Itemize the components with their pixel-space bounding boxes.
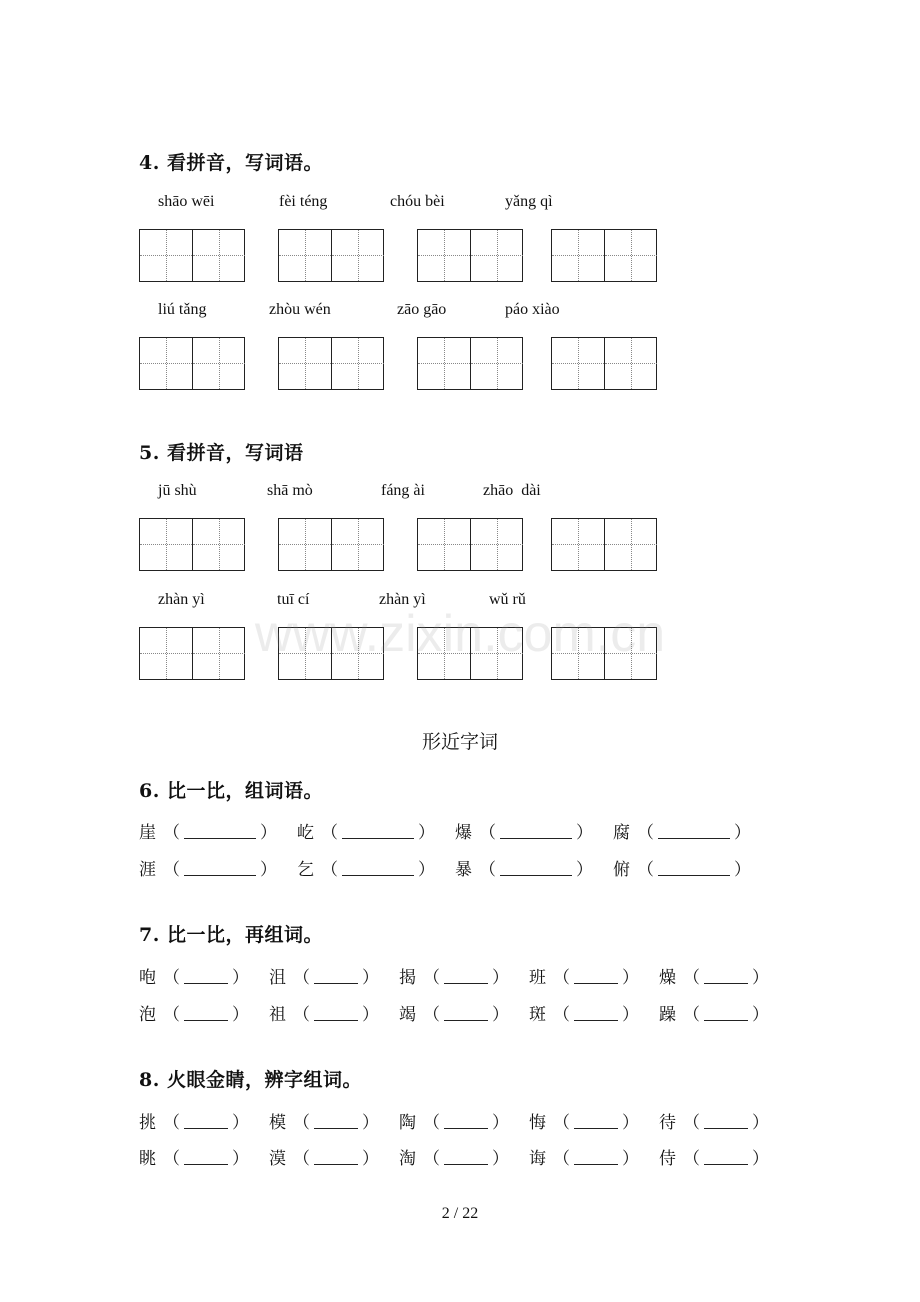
paren-open: （ xyxy=(423,1005,440,1025)
paren-close: ） xyxy=(622,1149,639,1169)
paren-open: （ xyxy=(163,823,180,843)
character: 模 xyxy=(269,1113,286,1133)
paren-close: ） xyxy=(752,1149,769,1169)
character: 暴 xyxy=(455,860,472,880)
paren-close: ） xyxy=(622,1113,639,1133)
answer-blank[interactable] xyxy=(574,1112,618,1129)
paren-open: （ xyxy=(479,823,496,843)
section-title: 形近字词 xyxy=(421,731,498,753)
paren-open: （ xyxy=(293,1005,310,1025)
character: 躁 xyxy=(659,1005,676,1025)
writing-grid-box[interactable] xyxy=(417,229,523,282)
answer-blank[interactable] xyxy=(500,822,572,839)
pinyin-label: tuī cí xyxy=(277,591,310,608)
writing-grid-box[interactable] xyxy=(417,337,523,390)
character: 漠 xyxy=(269,1149,286,1169)
writing-grid-box[interactable] xyxy=(139,229,245,282)
q5-title: 5. 看拼音，写词语 xyxy=(139,442,304,464)
paren-close: ） xyxy=(232,1149,249,1169)
q7-title: 7. 比一比，再组词。 xyxy=(139,924,323,946)
word-item xyxy=(399,1000,513,1025)
character: 竭 xyxy=(399,1005,416,1025)
writing-grid-box[interactable] xyxy=(417,518,523,571)
q6-title: 6. 比一比，组词语。 xyxy=(139,780,323,802)
pinyin-label: shā mò xyxy=(267,482,313,499)
paren-open: （ xyxy=(163,1113,180,1133)
character: 侍 xyxy=(659,1149,676,1169)
character: 腐 xyxy=(613,823,630,843)
paren-open: （ xyxy=(683,1149,700,1169)
paren-close: ） xyxy=(622,1005,639,1025)
word-item xyxy=(399,1108,513,1133)
paren-close: ） xyxy=(232,968,249,988)
writing-grid-box[interactable] xyxy=(139,337,245,390)
word-item xyxy=(139,1144,253,1169)
word-item xyxy=(529,963,643,988)
word-item xyxy=(399,963,513,988)
paren-close: ） xyxy=(576,823,593,843)
paren-close: ） xyxy=(418,860,435,880)
answer-blank[interactable] xyxy=(342,859,414,876)
paren-open: （ xyxy=(163,968,180,988)
paren-open: （ xyxy=(163,860,180,880)
character: 挑 xyxy=(139,1113,156,1133)
pinyin-label: zhāo dài xyxy=(483,482,541,499)
answer-blank[interactable] xyxy=(658,859,730,876)
writing-grid-box[interactable] xyxy=(551,518,657,571)
answer-blank[interactable] xyxy=(184,1148,228,1165)
paren-open: （ xyxy=(423,1113,440,1133)
answer-blank[interactable] xyxy=(444,1112,488,1129)
character: 涯 xyxy=(139,860,156,880)
paren-open: （ xyxy=(683,968,700,988)
answer-blank[interactable] xyxy=(314,1112,358,1129)
paren-open: （ xyxy=(683,1113,700,1133)
character: 诲 xyxy=(529,1149,546,1169)
word-item xyxy=(659,1000,773,1025)
word-item xyxy=(455,855,597,880)
character: 待 xyxy=(659,1113,676,1133)
answer-blank[interactable] xyxy=(658,822,730,839)
character: 班 xyxy=(529,968,546,988)
pinyin-label: zhàn yì xyxy=(158,591,205,608)
paren-open: （ xyxy=(321,860,338,880)
word-item xyxy=(139,1108,253,1133)
pinyin-label: liú tǎng xyxy=(158,301,207,318)
character: 眺 xyxy=(139,1149,156,1169)
answer-blank[interactable] xyxy=(184,1004,228,1021)
paren-close: ） xyxy=(492,1113,509,1133)
pinyin-label: fáng ài xyxy=(381,482,425,499)
answer-blank[interactable] xyxy=(184,822,256,839)
answer-blank[interactable] xyxy=(314,967,358,984)
word-item xyxy=(269,1144,383,1169)
word-item xyxy=(529,1144,643,1169)
pinyin-label: jū shù xyxy=(158,482,197,499)
paren-close: ） xyxy=(418,823,435,843)
character: 斑 xyxy=(529,1005,546,1025)
word-item xyxy=(269,1108,383,1133)
character: 陶 xyxy=(399,1113,416,1133)
pinyin-label: fèi téng xyxy=(279,193,328,210)
pinyin-label: yǎng qì xyxy=(505,193,553,210)
word-item xyxy=(455,818,597,843)
paren-close: ） xyxy=(734,823,751,843)
pinyin-label: chóu bèi xyxy=(390,193,445,210)
answer-blank[interactable] xyxy=(444,1148,488,1165)
paren-close: ） xyxy=(232,1005,249,1025)
watermark: www.zixin.com.cn xyxy=(254,605,666,663)
word-item xyxy=(139,963,253,988)
pinyin-label: shāo wēi xyxy=(158,193,215,210)
paren-open: （ xyxy=(683,1005,700,1025)
paren-open: （ xyxy=(321,823,338,843)
paren-open: （ xyxy=(553,1113,570,1133)
paren-open: （ xyxy=(423,1149,440,1169)
answer-blank[interactable] xyxy=(184,1112,228,1129)
paren-close: ） xyxy=(362,1005,379,1025)
answer-blank[interactable] xyxy=(184,967,228,984)
answer-blank[interactable] xyxy=(574,1004,618,1021)
answer-blank[interactable] xyxy=(704,1004,748,1021)
word-item xyxy=(269,1000,383,1025)
paren-open: （ xyxy=(423,968,440,988)
character: 祖 xyxy=(269,1005,286,1025)
paren-close: ） xyxy=(362,968,379,988)
paren-close: ） xyxy=(576,860,593,880)
paren-open: （ xyxy=(163,1005,180,1025)
writing-grid-box[interactable] xyxy=(278,518,384,571)
answer-blank[interactable] xyxy=(574,967,618,984)
word-item xyxy=(659,1108,773,1133)
writing-grid-box[interactable] xyxy=(551,229,657,282)
paren-open: （ xyxy=(479,860,496,880)
character: 悔 xyxy=(529,1113,546,1133)
pinyin-label: wǔ rǔ xyxy=(489,591,526,608)
paren-close: ） xyxy=(752,968,769,988)
word-item xyxy=(659,963,773,988)
paren-close: ） xyxy=(362,1149,379,1169)
paren-close: ） xyxy=(752,1113,769,1133)
character: 爆 xyxy=(455,823,472,843)
character: 泡 xyxy=(139,1005,156,1025)
word-item xyxy=(139,855,281,880)
answer-blank[interactable] xyxy=(314,1004,358,1021)
answer-blank[interactable] xyxy=(184,859,256,876)
paren-open: （ xyxy=(553,1149,570,1169)
paren-open: （ xyxy=(637,860,654,880)
answer-blank[interactable] xyxy=(704,967,748,984)
word-item xyxy=(139,818,281,843)
writing-grid-box[interactable] xyxy=(139,518,245,571)
writing-grid-box[interactable] xyxy=(278,229,384,282)
answer-blank[interactable] xyxy=(704,1148,748,1165)
character: 揭 xyxy=(399,968,416,988)
word-item xyxy=(613,855,755,880)
character: 乞 xyxy=(297,860,314,880)
q8-title: 8. 火眼金睛，辨字组词。 xyxy=(139,1069,362,1091)
answer-blank[interactable] xyxy=(444,967,488,984)
pinyin-label: zhòu wén xyxy=(269,301,331,318)
answer-blank[interactable] xyxy=(500,859,572,876)
pinyin-label: zāo gāo xyxy=(397,301,447,318)
word-item xyxy=(529,1108,643,1133)
answer-blank[interactable] xyxy=(704,1112,748,1129)
paren-open: （ xyxy=(293,1113,310,1133)
character: 咆 xyxy=(139,968,156,988)
word-item xyxy=(297,818,439,843)
paren-open: （ xyxy=(553,968,570,988)
character: 崖 xyxy=(139,823,156,843)
paren-open: （ xyxy=(293,1149,310,1169)
paren-close: ） xyxy=(752,1005,769,1025)
paren-close: ） xyxy=(260,860,277,880)
paren-close: ） xyxy=(734,860,751,880)
answer-blank[interactable] xyxy=(574,1148,618,1165)
word-item xyxy=(399,1144,513,1169)
word-item xyxy=(613,818,755,843)
paren-close: ） xyxy=(492,968,509,988)
q4-title: 4. 看拼音，写词语。 xyxy=(139,152,323,174)
character: 燥 xyxy=(659,968,676,988)
page-number: 2 / 22 xyxy=(441,1205,479,1222)
character: 沮 xyxy=(269,968,286,988)
word-item xyxy=(139,1000,253,1025)
character: 俯 xyxy=(613,860,630,880)
pinyin-label: zhàn yì xyxy=(379,591,426,608)
writing-grid-box[interactable] xyxy=(551,337,657,390)
paren-close: ） xyxy=(362,1113,379,1133)
paren-close: ） xyxy=(232,1113,249,1133)
paren-close: ） xyxy=(260,823,277,843)
character: 屹 xyxy=(297,823,314,843)
word-item xyxy=(659,1144,773,1169)
word-item xyxy=(269,963,383,988)
character: 淘 xyxy=(399,1149,416,1169)
paren-open: （ xyxy=(293,968,310,988)
paren-open: （ xyxy=(553,1005,570,1025)
paren-close: ） xyxy=(492,1149,509,1169)
paren-open: （ xyxy=(637,823,654,843)
answer-blank[interactable] xyxy=(314,1148,358,1165)
paren-close: ） xyxy=(622,968,639,988)
word-item xyxy=(297,855,439,880)
paren-close: ） xyxy=(492,1005,509,1025)
word-item xyxy=(529,1000,643,1025)
answer-blank[interactable] xyxy=(342,822,414,839)
paren-open: （ xyxy=(163,1149,180,1169)
answer-blank[interactable] xyxy=(444,1004,488,1021)
writing-grid-box[interactable] xyxy=(278,337,384,390)
pinyin-label: páo xiào xyxy=(505,301,560,318)
